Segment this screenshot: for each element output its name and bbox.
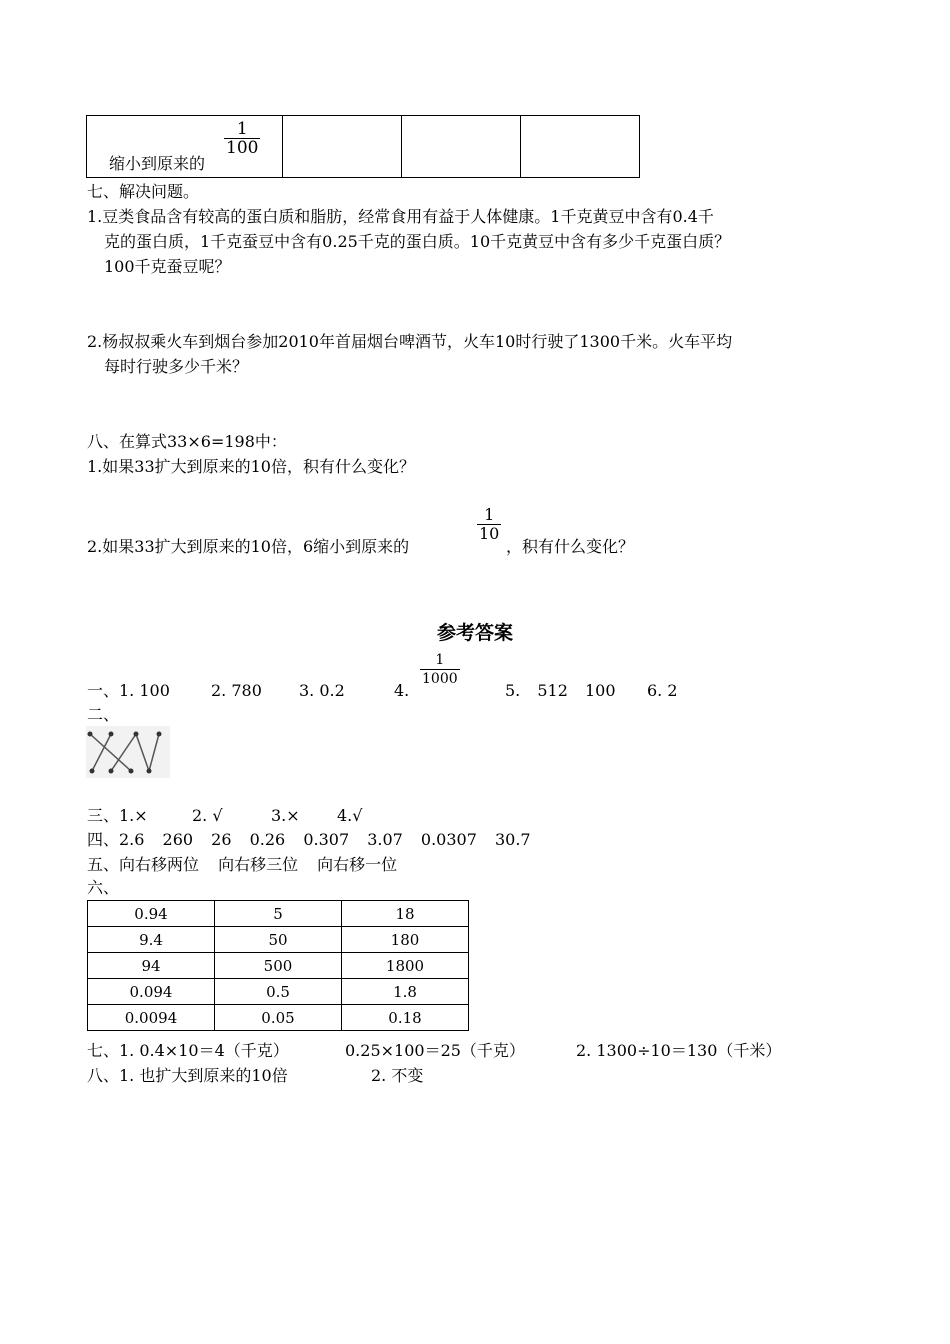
fraction-one-thousandth: $\frac{1}{1000}$ — [422, 652, 458, 687]
section7-heading: 七、解决问题。 — [87, 182, 200, 201]
table-row — [87, 116, 640, 178]
table-cell: 1.8 — [342, 979, 469, 1005]
dot-bottom — [90, 769, 95, 774]
section7-q2-line1: 2.杨叔叔乘火车到烟台参加2010年首届烟台啤酒节，火车10时行驶了1300千米。火车平均 — [87, 332, 733, 351]
table-cell: 1800 — [342, 953, 469, 979]
answer-5: 五、向右移两位 向右移三位 向右移一位 — [87, 855, 398, 874]
table-cell: 18 — [342, 901, 469, 927]
table-row — [88, 901, 469, 927]
answer-1-item2: 2. 780 — [211, 681, 262, 700]
dot-bottom — [147, 769, 152, 774]
dot-top — [157, 732, 162, 737]
answer-3-part2: 2. √ — [192, 806, 223, 825]
table-cell-empty — [283, 116, 402, 178]
table-cell-empty — [521, 116, 640, 178]
answer-6-table — [87, 900, 469, 1031]
fraction-one-tenth: $\frac{1}{10}$ — [479, 505, 500, 543]
answer-6-label: 六、 — [87, 878, 120, 897]
answer-7-part1: 七、1. 0.4×10＝4（千克） — [87, 1041, 289, 1060]
dot-bottom — [109, 769, 114, 774]
answer-8-part1: 八、1. 也扩大到原来的10倍 — [87, 1066, 288, 1085]
table-cell: 94 — [88, 953, 215, 979]
table-row — [88, 927, 469, 953]
answer-3-part1: 三、1.× — [87, 806, 148, 825]
matching-lines-diagram — [86, 726, 170, 778]
table-cell: 50 — [215, 927, 342, 953]
section8-q2: 2.如果33扩大到原来的10倍，6缩小到原来的 — [87, 537, 410, 556]
answer-4: 四、2.6 260 26 0.26 0.307 3.07 0.0307 30.7 — [87, 830, 531, 849]
section8-heading: 八、在算式33×6=198中： — [87, 432, 287, 451]
table-cell: 500 — [215, 953, 342, 979]
table-cell: 5 — [215, 901, 342, 927]
table-cell: 180 — [342, 927, 469, 953]
section7-q1-line1: 1.豆类食品含有较高的蛋白质和脂肪，经常食用有益于人体健康。1千克黄豆中含有0.4千 — [87, 207, 714, 226]
dot-bottom — [129, 769, 134, 774]
section7-q1-line2: 克的蛋白质，1千克蚕豆中含有0.25千克的蛋白质。10千克黄豆中含有多少千克蛋白质？ — [104, 232, 731, 251]
answer-1-item5: 5. 512 100 — [505, 681, 616, 700]
answer-1-item3: 3. 0.2 — [299, 681, 345, 700]
dot-top — [109, 732, 114, 737]
dot-top — [88, 732, 93, 737]
conversion-table-fragment — [86, 115, 640, 178]
answer-3-part3: 3.× — [271, 806, 300, 825]
answer-3-part4: 4.√ — [337, 806, 363, 825]
section8-q1: 1.如果33扩大到原来的10倍，积有什么变化？ — [87, 457, 415, 476]
section7-q1-line3: 100千克蚕豆呢？ — [104, 257, 231, 276]
table-cell: 0.05 — [215, 1005, 342, 1031]
answer-8-part2: 2. 不变 — [371, 1066, 424, 1085]
answer-2-label: 二、 — [87, 705, 120, 724]
table-cell: 0.5 — [215, 979, 342, 1005]
table-cell: 0.94 — [88, 901, 215, 927]
section8-q2-tail: ，积有什么变化？ — [506, 537, 635, 556]
answer-7-part2: 0.25×100＝25（千克） — [345, 1041, 525, 1060]
answers-title: 参考答案 — [436, 622, 513, 644]
answer-1-item6: 6. 2 — [647, 681, 678, 700]
answer-1-item4: 4. — [394, 681, 410, 700]
fraction-one-hundredth: $\frac{1}{100}$ — [226, 119, 259, 158]
table-cell: 0.0094 — [88, 1005, 215, 1031]
answer-7-part3: 2. 1300÷10＝130（千米） — [576, 1041, 782, 1060]
answer-1-prefix: 一、1. 100 — [87, 681, 170, 700]
table-cell-empty — [402, 116, 521, 178]
table-row — [88, 1005, 469, 1031]
table-cell-label — [87, 116, 283, 178]
section7-q2-line2: 每时行驶多少千米？ — [104, 357, 249, 376]
table-cell: 0.094 — [88, 979, 215, 1005]
dot-top — [134, 732, 139, 737]
table-row — [88, 979, 469, 1005]
table-row — [88, 953, 469, 979]
table-cell: 0.18 — [342, 1005, 469, 1031]
row-label: 缩小到原来的 — [109, 154, 206, 173]
table-cell: 9.4 — [88, 927, 215, 953]
